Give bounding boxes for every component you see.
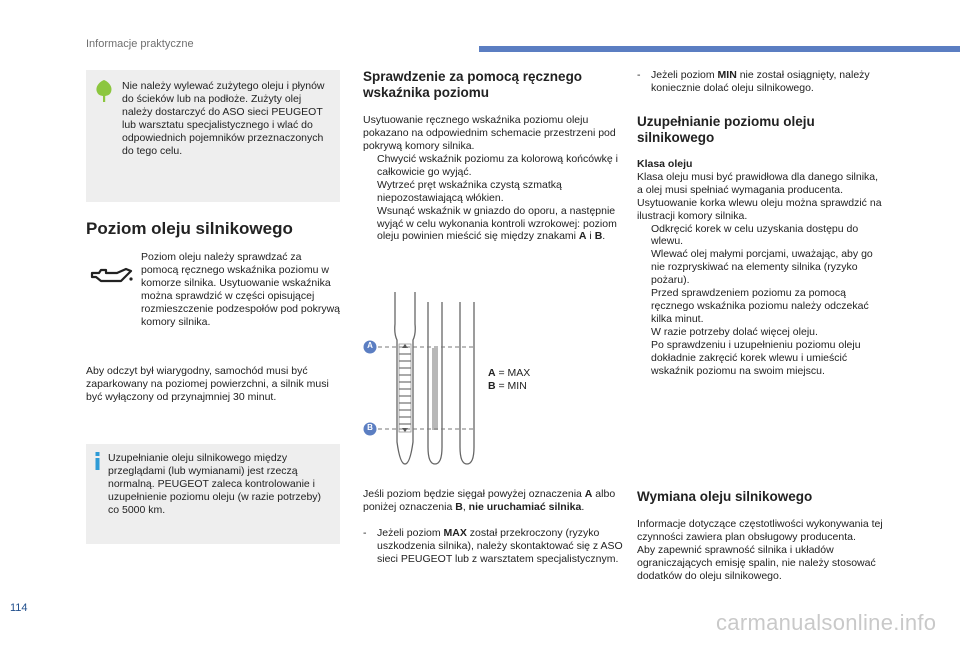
oil-change-title: Wymiana oleju silnikowego	[637, 489, 813, 504]
dipstick-steps	[363, 153, 628, 243]
max-exceeded-text: Jeżeli poziom MAX został przekroczony (ryzyko uszkodzenia silnika), należy skontaktować się z ASO sieci PEUGEOT lub z warsztatem specjalistycznym.	[377, 527, 623, 565]
oil-change-body	[637, 518, 885, 583]
marker-b-label: B	[367, 423, 373, 432]
legend-a-value: = MAX	[495, 367, 531, 379]
bullet-marker	[637, 326, 651, 339]
oil-level-paragraph: Aby odczyt był wiarygodny, samochód musi być zaparkowany na poziomej powierzchni, a silnik musi być wyłączony od przynajmniej 30 minut.	[86, 365, 329, 403]
dipstick-step-1: Chwycić wskaźnik poziomu za kolorową końcówkę i całkowicie go wyjąć.	[377, 153, 619, 178]
bullet-marker	[363, 205, 377, 244]
list-item	[363, 179, 628, 205]
leaf-icon	[94, 79, 114, 103]
watermark: carmanualsonline.info	[716, 610, 937, 635]
eco-note-text: Nie należy wylewać zużytego oleju i płynów do ścieków lub na podłoże. Zużyty olej należy dostarczyć do ASO sieci PEUGEOT lub warsztatu specjalistycznego i wlać do odpowiednich pojemników przeznaczonych do tego celu.	[122, 80, 325, 157]
dipstick-legend	[488, 367, 598, 393]
list-item: Wsunąć wskaźnik w gniazdo do oporu, a następnie wyjąć w celu wykonania kontroli wzrokowej: poziom oleju powinien mieścić się między znakami A i B.	[363, 205, 628, 244]
list-item	[637, 69, 882, 95]
oil-grade-text: Klasa oleju musi być prawidłowa dla danego silnika, a olej musi spełniać wymagania producenta.	[637, 170, 879, 196]
topping-up-body	[637, 158, 885, 377]
bullet-marker	[637, 223, 651, 249]
mark-a-ref: A	[578, 230, 587, 243]
mark-b-ref: B	[594, 230, 603, 243]
info-icon	[93, 451, 103, 471]
list-item: Wlewać olej małymi porcjami, uważając, aby go nie rozpryskiwać na elementy silnika (ryzyko pożaru).	[637, 248, 885, 287]
list-item	[363, 527, 628, 566]
topping-up-title: Uzupełnianie poziomu oleju silnikowego	[637, 114, 815, 145]
oil-level-intro: Poziom oleju należy sprawdzać za pomocą ręcznego wskaźnika poziomu w komorze silnika. Usytuowanie wskaźnika można sprawdzić w części opisującej rozmieszczenie podzespołów pod pokrywą komory silnika.	[141, 251, 341, 328]
legend-a-key: A	[488, 367, 496, 379]
dipstick-illustration	[360, 292, 490, 470]
header-accent-bar	[479, 46, 960, 52]
level-warning-paragraph: Jeśli poziom będzie sięgał powyżej oznaczenia A albo poniżej oznaczenia B, nie uruchamiać silnika.	[363, 488, 616, 513]
list-item: Po sprawdzeniu i uzupełnieniu poziomu oleju dokładnie zakręcić korek wlewu i umieścić wskaźnik poziomu na swoim miejscu.	[637, 339, 885, 378]
legend-b-value: = MIN	[495, 379, 527, 392]
page-number: 114	[10, 602, 28, 614]
oil-level-title: Poziom oleju silnikowego	[86, 219, 293, 238]
bullet-marker	[637, 339, 651, 378]
info-note-text: Uzupełnianie oleju silnikowego między przeglądami (lub wymianami) jest rzeczą normalną. PEUGEOT zaleca kontrolowanie i uzupełnienie poziomu oleju (w razie potrzeby) co 5000 km.	[108, 452, 322, 516]
min-not-reached-text: Jeżeli poziom MIN nie został osiągnięty, należy koniecznie dolać oleju silnikowego.	[651, 69, 870, 94]
dash-marker: -	[363, 527, 367, 539]
dipstick-check-title: Sprawdzenie za pomocą ręcznego wskaźnika poziomu	[363, 69, 583, 100]
dipstick-check-intro: Usytuowanie ręcznego wskaźnika poziomu oleju pokazano na odpowiednim schemacie przestrzeni pod pokrywą komory silnika.	[363, 114, 616, 152]
oil-can-icon	[90, 264, 134, 288]
filler-location-text: Usytuowanie korka wlewu oleju można sprawdzić na ilustracji komory silnika.	[637, 196, 882, 222]
bullet-marker	[637, 248, 651, 287]
bullet-marker	[637, 287, 651, 326]
dipstick-step-3: Wsunąć wskaźnik w gniazdo do oporu, a następnie wyjąć w celu wykonania kontroli wzrokowej: poziom oleju powinien mieścić się między znakami	[377, 204, 617, 243]
oil-change-text-2: Aby zapewnić sprawność silnika i układów ograniczających emisję spalin, nie należy stosować dodatków do oleju silnikowego.	[637, 543, 876, 582]
bullet-marker	[363, 179, 377, 205]
marker-a-label: A	[367, 341, 373, 350]
oil-change-text-1: Informacje dotyczące częstotliwości wykonywania tej czynności zawiera plan obsługowy producenta.	[637, 518, 883, 543]
section-label: Informacje praktyczne	[86, 38, 194, 50]
list-item: Odkręcić korek w celu uzyskania dostępu do wlewu.	[637, 223, 885, 249]
dipstick-step-2: Wytrzeć pręt wskaźnika czystą szmatką niepozostawiającą włókien.	[377, 178, 562, 204]
warning-no-start: nie uruchamiać silnika	[468, 500, 582, 513]
dash-marker: -	[637, 69, 641, 81]
legend-b-key: B	[488, 379, 496, 392]
list-item	[363, 153, 628, 179]
oil-grade-label: Klasa oleju	[637, 158, 693, 170]
list-item: W razie potrzeby dolać więcej oleju.	[637, 326, 885, 339]
bullet-marker	[363, 153, 377, 179]
list-item: Przed sprawdzeniem poziomu za pomocą ręcznego wskaźnika poziomu należy odczekać kilka minut.	[637, 287, 885, 326]
